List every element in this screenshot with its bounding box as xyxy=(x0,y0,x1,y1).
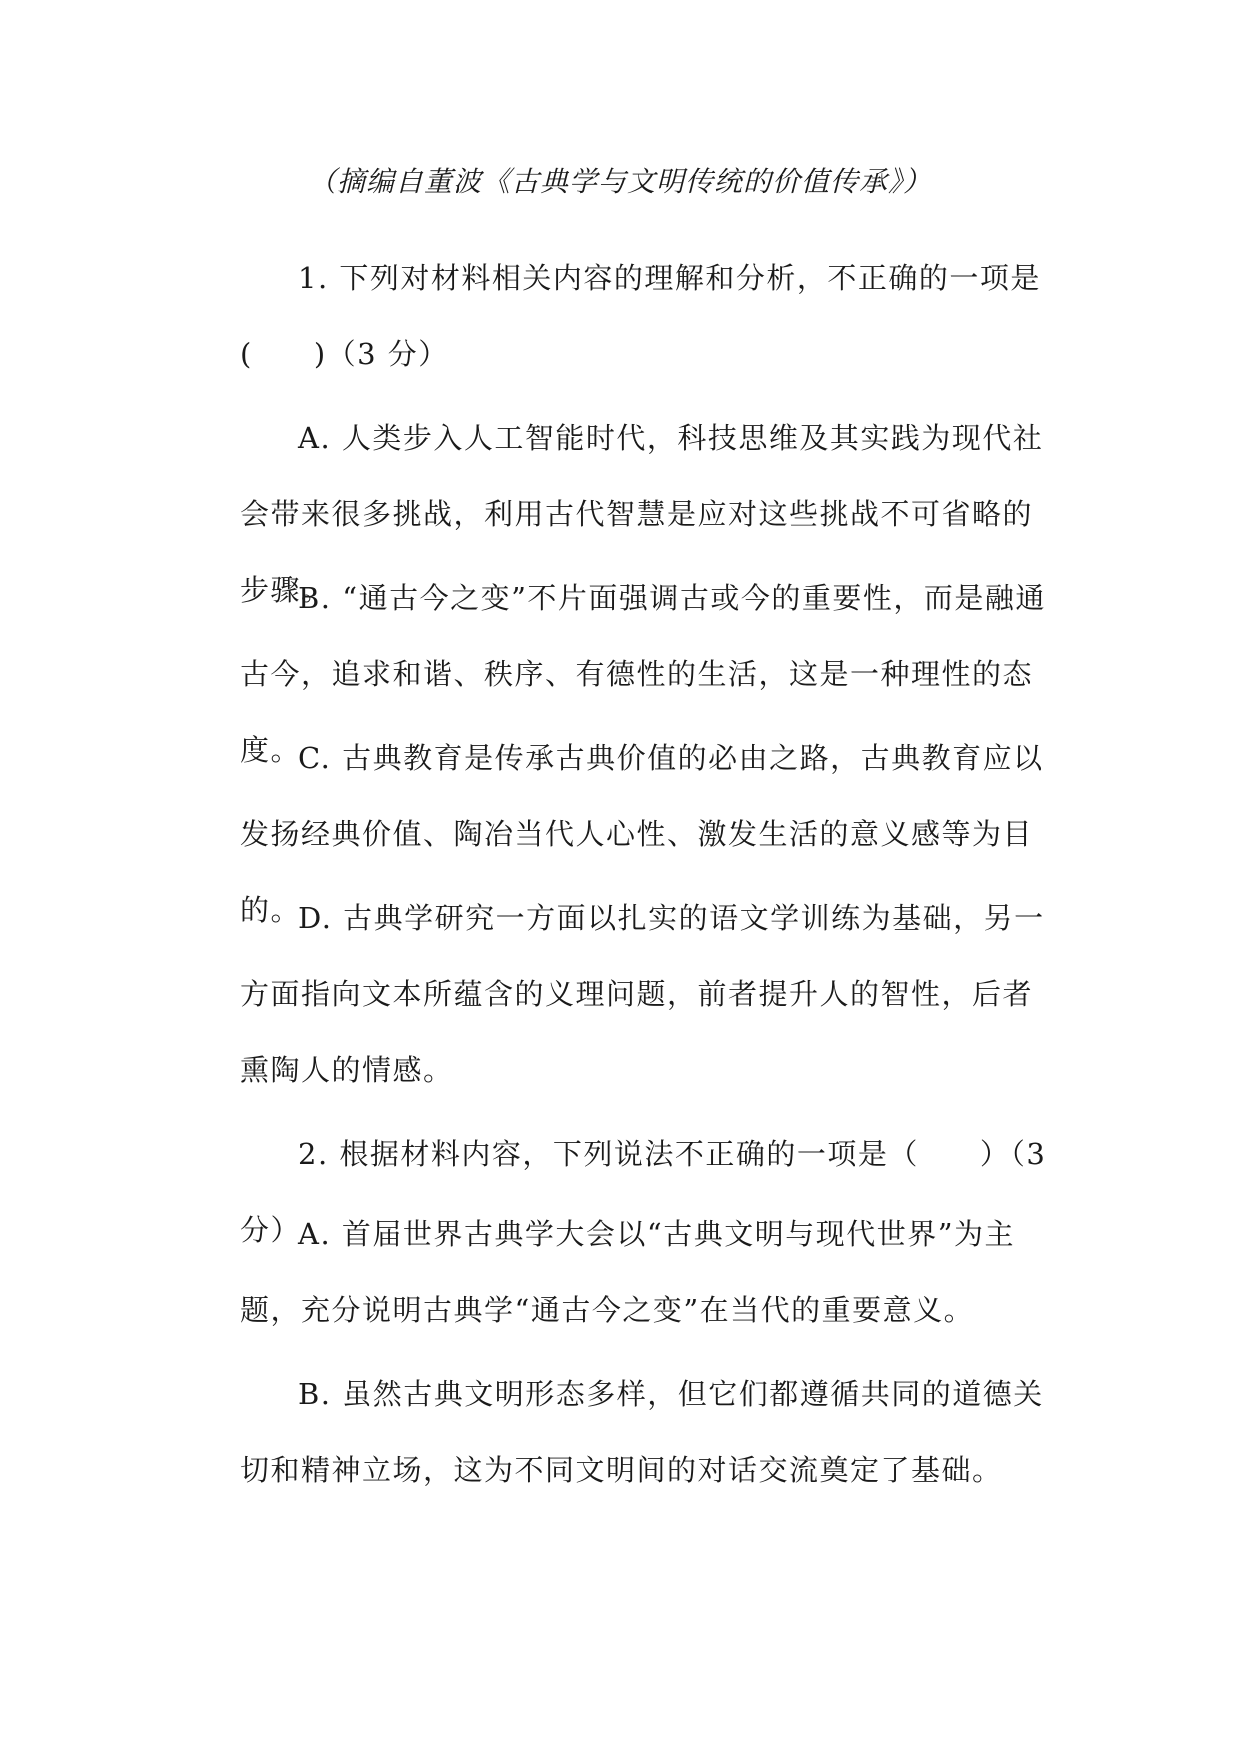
question-1-option-a: A. 人类步入人工智能时代，科技思维及其实践为现代社会带来很多挑战，利用古代智慧是应对这些挑战不可省略的步骤。 xyxy=(240,421,1044,607)
question-1-option-d: D. 古典学研究一方面以扎实的语文学训练为基础，另一方面指向文本所蕴含的义理问题，前者提升人的智性，后者熏陶人的情感。 xyxy=(240,901,1045,1087)
question-1-option-b: B. “通古今之变”不片面强调古或今的重要性，而是融通古今，追求和谐、秩序、有德性的生活，这是一种理性的态度。 xyxy=(240,581,1046,767)
question-2-option-a: A. 首届世界古典学大会以“古典文明与现代世界”为主题，充分说明古典学“通古今之变”在当代的重要意义。 xyxy=(240,1217,1016,1327)
question-1-option-c: C. 古典教育是传承古典价值的必由之路，古典教育应以发扬经典价值、陶冶当代人心性、激发生活的意义感等为目的。 xyxy=(240,741,1044,927)
question-1-stem: 1. 下列对材料相关内容的理解和分析，不正确的一项是( )（3 分） xyxy=(240,261,1041,371)
source-citation: （摘编自董波《古典学与文明传统的价值传承》） xyxy=(308,165,933,198)
question-2-option-b: B. 虽然古典文明形态多样，但它们都遵循共同的道德关切和精神立场，这为不同文明间的对话交流奠定了基础。 xyxy=(240,1377,1044,1487)
question-2-stem: 2. 根据材料内容，下列说法不正确的一项是（ ）（3 分） xyxy=(240,1137,1047,1247)
